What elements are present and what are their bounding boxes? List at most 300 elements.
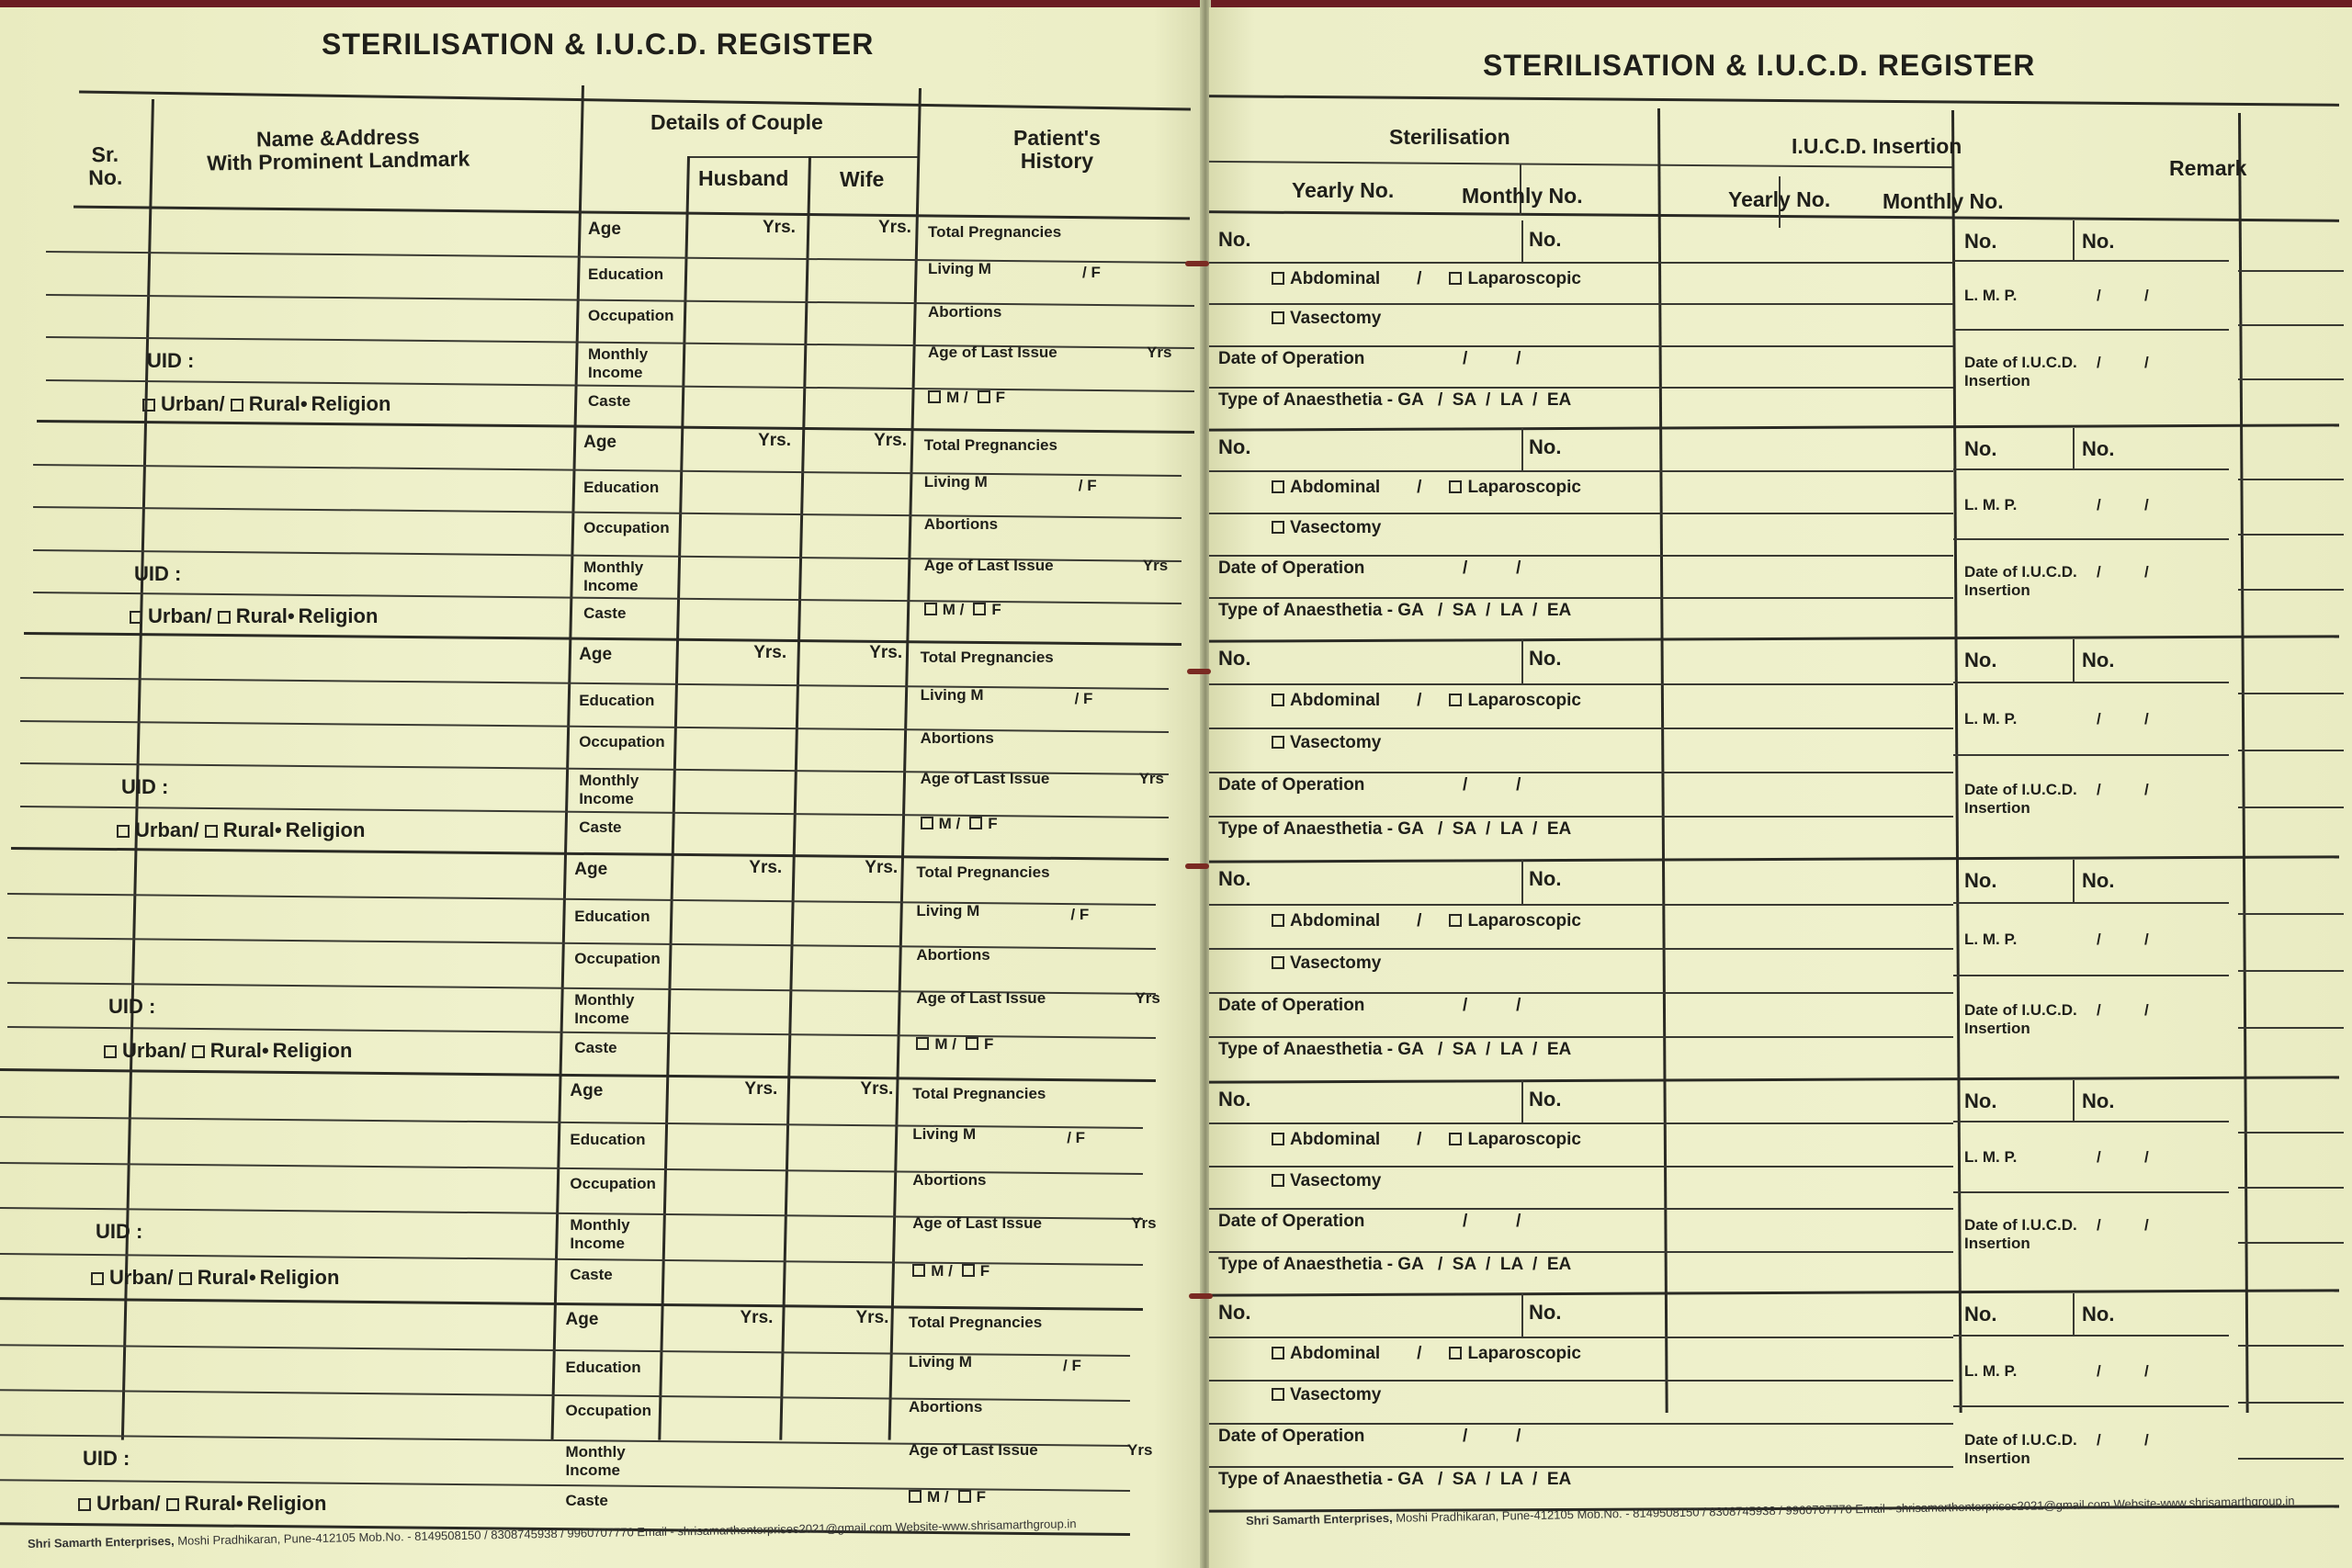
abdominal-checkbox[interactable] xyxy=(1272,1133,1284,1145)
wife-yrs: Yrs. xyxy=(878,218,911,237)
age-of-last-issue-label: Age of Last Issue xyxy=(909,1441,1038,1459)
remark-row-rule xyxy=(2238,1458,2344,1460)
binding-staple xyxy=(1185,261,1209,266)
uid-label: UID : xyxy=(147,349,195,373)
type-of-anaesthetia-label: Type of Anaesthetia - GA / SA / LA / EA xyxy=(1218,819,1572,839)
sex-f-label: F xyxy=(984,1034,994,1053)
date-of-iucd-insertion-label: Date of I.U.C.D. Insertion xyxy=(1964,1431,2077,1468)
no-divider xyxy=(2073,860,2075,904)
abdominal-label: Abdominal xyxy=(1290,1130,1381,1150)
last-issue-yrs: Yrs xyxy=(1138,770,1165,788)
monthly-income-label: Monthly Income xyxy=(574,990,635,1027)
row-rule xyxy=(46,251,1194,264)
row-rule xyxy=(1209,1208,1953,1210)
sex-f-label: F xyxy=(976,1488,986,1506)
abortions-label: Abortions xyxy=(920,728,994,747)
abdominal-label: Abdominal xyxy=(1290,691,1381,710)
steril-monthly-no: No. xyxy=(1529,228,1562,251)
religion-label: Religion xyxy=(272,1038,353,1062)
sex-m-checkbox[interactable] xyxy=(921,817,933,829)
bullet: • xyxy=(248,1266,256,1290)
iucd-row-rule xyxy=(1953,1121,2229,1122)
rural-label: Rural xyxy=(184,1492,236,1515)
date-of-operation-label: Date of Operation xyxy=(1218,775,1365,795)
no-divider xyxy=(1521,639,1523,683)
rural-checkbox[interactable] xyxy=(205,825,218,838)
total-pregnancies-label: Total Pregnancies xyxy=(912,1085,1046,1102)
lmp-slashes: / / xyxy=(2097,1362,2149,1381)
vasectomy-option xyxy=(1272,309,1381,329)
occupation-label: Occupation xyxy=(570,1174,656,1192)
vasectomy-label: Vasectomy xyxy=(1290,1385,1382,1404)
urban-label: Urban/ xyxy=(96,1492,161,1515)
remark-row-rule xyxy=(2238,970,2344,972)
steril-monthly-no: No. xyxy=(1529,647,1562,670)
husband-yrs: Yrs. xyxy=(763,218,796,237)
laparoscopic-checkbox[interactable] xyxy=(1449,480,1462,493)
abdominal-checkbox[interactable] xyxy=(1272,1347,1284,1359)
urban-checkbox[interactable] xyxy=(104,1045,117,1058)
date-of-iucd-insertion-label: Date of I.U.C.D. Insertion xyxy=(1964,780,2077,817)
row-rule xyxy=(1209,728,1953,729)
wife-yrs: Yrs. xyxy=(874,431,908,450)
operation-type xyxy=(1272,1344,1581,1364)
last-issue-sex xyxy=(909,1488,986,1506)
date-of-operation-slashes: / / xyxy=(1463,348,1521,368)
steril-monthly-no: No. xyxy=(1529,1088,1562,1111)
row-rule xyxy=(1209,683,1953,685)
details-of-couple-header: Details of Couple xyxy=(650,110,823,134)
lmp-label: L. M. P. xyxy=(1964,930,2018,948)
total-pregnancies-label: Total Pregnancies xyxy=(909,1314,1043,1331)
living-m-label: Living M xyxy=(920,685,984,704)
age-label: Age xyxy=(565,1310,599,1329)
row-rule xyxy=(1209,816,1953,818)
abortions-label: Abortions xyxy=(928,302,1002,321)
living-m-label: Living M xyxy=(909,1353,972,1371)
iucd-row-rule xyxy=(1953,468,2229,470)
remark-row-rule xyxy=(2238,1345,2344,1347)
right-page-title: STERILISATION & I.U.C.D. REGISTER xyxy=(1483,49,2036,82)
sex-m-checkbox[interactable] xyxy=(909,1490,922,1503)
type-of-anaesthetia-label: Type of Anaesthetia - GA / SA / LA / EA xyxy=(1218,601,1572,620)
left-entry-block xyxy=(0,639,1194,854)
rural-label: Rural xyxy=(209,1038,262,1062)
iucd-row-rule xyxy=(1953,682,2229,683)
remark-row-rule xyxy=(2238,324,2344,326)
uid-label: UID : xyxy=(96,1220,143,1244)
vasectomy-option xyxy=(1272,1171,1381,1191)
sex-f-checkbox[interactable] xyxy=(973,603,986,615)
occupation-label: Occupation xyxy=(583,519,670,537)
living-m-label: Living M xyxy=(916,902,980,920)
remark-row-rule xyxy=(2238,1027,2344,1029)
living-f-label: / F xyxy=(1074,689,1093,707)
vasectomy-checkbox[interactable] xyxy=(1272,736,1284,749)
right-footer: Shri Samarth Enterprises, Moshi Pradhikaran, Pune-412105 Mob.No. - 8149508150 / 8308745938 / 9960707770 Email - shrisamarthenterprises2021@gmail.com Website-www.shrisamarthgroup.in xyxy=(1245,1494,2295,1528)
caste-label: Caste xyxy=(574,1038,617,1056)
rural-checkbox[interactable] xyxy=(179,1272,192,1285)
sex-f-checkbox[interactable] xyxy=(966,1037,978,1050)
iucd-date-slashes: / / xyxy=(2097,1000,2149,1019)
abdominal-label: Abdominal xyxy=(1290,269,1381,289)
urban-checkbox[interactable] xyxy=(78,1498,91,1511)
wife-yrs: Yrs. xyxy=(855,1308,889,1327)
slash: / xyxy=(1417,1344,1422,1363)
laparoscopic-checkbox[interactable] xyxy=(1449,1133,1462,1145)
no-divider xyxy=(1521,220,1523,262)
row-rule xyxy=(1209,555,1953,557)
row-rule xyxy=(1209,262,1953,264)
sex-f-label: F xyxy=(988,815,998,833)
steril-yearly-no: No. xyxy=(1218,1088,1251,1111)
last-issue-yrs: Yrs xyxy=(1127,1441,1153,1459)
row-rule xyxy=(1209,992,1953,994)
row-rule xyxy=(33,506,1182,519)
steril-yearly-no: No. xyxy=(1218,647,1251,670)
date-of-operation-slashes: / / xyxy=(1463,1427,1521,1446)
living-f-label: / F xyxy=(1070,906,1090,924)
sex-m-checkbox[interactable] xyxy=(916,1037,929,1050)
occupation-label: Occupation xyxy=(579,732,665,750)
age-of-last-issue-label: Age of Last Issue xyxy=(912,1214,1042,1233)
abdominal-checkbox[interactable] xyxy=(1272,914,1284,927)
sr-no-header: Sr. No. xyxy=(87,141,123,190)
remark-row-rule xyxy=(2238,270,2344,272)
caste-label: Caste xyxy=(570,1266,613,1284)
row-rule xyxy=(46,294,1194,307)
remark-row-rule xyxy=(2238,1132,2344,1134)
religion-label: Religion xyxy=(246,1492,327,1515)
row-rule xyxy=(1209,904,1953,906)
living-m-label: Living M xyxy=(923,473,988,491)
date-of-operation-label: Date of Operation xyxy=(1218,348,1365,368)
religion-label: Religion xyxy=(298,604,379,627)
living-f-label: / F xyxy=(1078,477,1097,495)
row-rule xyxy=(1209,1423,1953,1425)
laparoscopic-label: Laparoscopic xyxy=(1467,691,1581,710)
uid-label: UID : xyxy=(134,561,182,585)
lmp-label: L. M. P. xyxy=(1964,495,2018,513)
total-pregnancies-label: Total Pregnancies xyxy=(923,436,1057,454)
education-label: Education xyxy=(583,479,660,497)
iucd-yearly-no: No. xyxy=(1964,437,1997,460)
caste-label: Caste xyxy=(583,604,627,622)
abdominal-label: Abdominal xyxy=(1290,911,1381,931)
age-label: Age xyxy=(579,645,613,664)
binding-staple xyxy=(1187,669,1211,674)
sex-f-checkbox[interactable] xyxy=(969,817,982,829)
iucd-yearly-no: No. xyxy=(1964,649,1997,671)
vasectomy-checkbox[interactable] xyxy=(1272,1174,1284,1187)
last-issue-yrs: Yrs xyxy=(1135,988,1160,1007)
iucd-yearly-no: No. xyxy=(1964,230,1997,253)
last-issue-yrs: Yrs xyxy=(1131,1214,1157,1233)
education-label: Education xyxy=(588,265,664,284)
vasectomy-option xyxy=(1272,733,1381,753)
no-divider xyxy=(1521,1293,1523,1337)
vasectomy-label: Vasectomy xyxy=(1290,309,1382,329)
sex-f-checkbox[interactable] xyxy=(978,390,990,403)
slash: / xyxy=(1417,269,1422,289)
steril-yearly-no: No. xyxy=(1218,867,1251,890)
row-rule xyxy=(1209,513,1953,514)
iucd-row-rule xyxy=(1953,329,2229,331)
urban-checkbox[interactable] xyxy=(130,611,142,624)
steril-yearly-no: No. xyxy=(1218,228,1251,251)
bullet: • xyxy=(287,604,295,627)
subheader-rule xyxy=(1209,161,1953,168)
vasectomy-option xyxy=(1272,1385,1381,1405)
urban-checkbox[interactable] xyxy=(91,1272,104,1285)
remark-row-rule xyxy=(2238,750,2344,751)
total-pregnancies-label: Total Pregnancies xyxy=(920,649,1054,666)
operation-type xyxy=(1272,269,1581,289)
type-of-anaesthetia-label: Type of Anaesthetia - GA / SA / LA / EA xyxy=(1218,1254,1572,1274)
header-top-rule xyxy=(79,90,1191,110)
row-rule xyxy=(20,720,1169,733)
age-label: Age xyxy=(588,220,621,239)
row-rule xyxy=(1209,1251,1953,1253)
sex-m-checkbox[interactable] xyxy=(928,390,941,403)
rural-checkbox[interactable] xyxy=(192,1045,205,1058)
urban-label: Urban/ xyxy=(109,1266,174,1290)
sex-f-label: F xyxy=(991,600,1001,618)
left-entry-block xyxy=(0,854,1194,1076)
last-issue-sex xyxy=(921,815,998,833)
iucd-row-rule xyxy=(1953,1191,2229,1193)
abdominal-checkbox[interactable] xyxy=(1272,694,1284,706)
uid-label: UID : xyxy=(121,775,169,799)
education-label: Education xyxy=(570,1130,646,1148)
sex-m-label: M / xyxy=(942,600,965,618)
last-issue-sex xyxy=(924,601,1001,619)
husband-yrs: Yrs. xyxy=(749,858,783,877)
row-rule xyxy=(7,893,1156,906)
vasectomy-option xyxy=(1272,953,1381,974)
age-of-last-issue-label: Age of Last Issue xyxy=(920,770,1050,788)
sex-f-label: F xyxy=(995,388,1005,406)
age-of-last-issue-label: Age of Last Issue xyxy=(916,988,1046,1007)
sex-m-checkbox[interactable] xyxy=(924,603,937,615)
sex-f-label: F xyxy=(979,1262,990,1280)
laparoscopic-checkbox[interactable] xyxy=(1449,1347,1462,1359)
patient-history-header: Patient's History xyxy=(1013,126,1101,173)
husband-header: Husband xyxy=(698,166,789,190)
row-rule xyxy=(1209,1380,1953,1382)
bullet: • xyxy=(274,818,282,842)
laparoscopic-label: Laparoscopic xyxy=(1467,269,1581,289)
abdominal-checkbox[interactable] xyxy=(1272,272,1284,285)
vasectomy-checkbox[interactable] xyxy=(1272,1388,1284,1401)
uid-label: UID : xyxy=(83,1447,130,1470)
date-of-operation-slashes: / / xyxy=(1463,558,1521,578)
iucd-monthly-no: No. xyxy=(2082,230,2115,253)
wife-header: Wife xyxy=(840,167,885,191)
iucd-monthly-no: No. xyxy=(2082,437,2115,460)
laparoscopic-checkbox[interactable] xyxy=(1449,694,1462,706)
lmp-label: L. M. P. xyxy=(1964,1148,2018,1167)
religion-label: Religion xyxy=(311,391,391,415)
sex-f-checkbox[interactable] xyxy=(958,1490,971,1503)
bullet: • xyxy=(300,391,308,415)
date-of-operation-label: Date of Operation xyxy=(1218,1427,1365,1446)
steril-monthly-no: No. xyxy=(1529,1301,1562,1324)
rural-label: Rural xyxy=(248,391,300,415)
caste-label: Caste xyxy=(588,391,631,410)
laparoscopic-label: Laparoscopic xyxy=(1467,1344,1581,1363)
laparoscopic-checkbox[interactable] xyxy=(1449,914,1462,927)
date-of-operation-label: Date of Operation xyxy=(1218,996,1365,1015)
row-rule xyxy=(1209,1122,1953,1124)
wife-yrs: Yrs. xyxy=(860,1079,894,1099)
iucd-date-slashes: / / xyxy=(2097,1216,2149,1235)
left-entry-block xyxy=(0,1076,1194,1304)
urban-rural-religion xyxy=(117,818,365,842)
right-entry-block xyxy=(1209,428,2352,639)
last-issue-yrs: Yrs xyxy=(1142,556,1169,574)
sex-f-checkbox[interactable] xyxy=(962,1264,975,1277)
rural-checkbox[interactable] xyxy=(218,611,231,624)
left-page xyxy=(0,7,1202,1568)
wife-yrs: Yrs. xyxy=(865,858,899,877)
education-label: Education xyxy=(574,908,650,926)
right-page xyxy=(1209,7,2352,1568)
slash: / xyxy=(1417,691,1422,710)
no-divider xyxy=(2073,428,2075,470)
row-rule xyxy=(1209,1166,1953,1168)
no-divider xyxy=(1521,860,1523,904)
right-entry-block xyxy=(1209,639,2352,860)
monthly-income-label: Monthly Income xyxy=(588,345,649,382)
date-of-iucd-insertion-label: Date of I.U.C.D. Insertion xyxy=(1964,353,2077,389)
right-entry-block xyxy=(1209,1080,2352,1293)
type-of-anaesthetia-label: Type of Anaesthetia - GA / SA / LA / EA xyxy=(1218,389,1572,410)
husband-yrs: Yrs. xyxy=(740,1308,774,1327)
religion-label: Religion xyxy=(259,1266,340,1290)
lmp-slashes: / / xyxy=(2097,930,2149,948)
last-issue-sex xyxy=(928,389,1005,407)
remark-row-rule xyxy=(2238,1402,2344,1404)
living-m-label: Living M xyxy=(928,260,991,278)
laparoscopic-label: Laparoscopic xyxy=(1467,911,1581,931)
rural-checkbox[interactable] xyxy=(166,1498,179,1511)
vasectomy-checkbox[interactable] xyxy=(1272,311,1284,324)
row-rule xyxy=(33,464,1182,477)
slash: / xyxy=(1417,911,1422,931)
iucd-monthly-no: No. xyxy=(2082,1303,2115,1325)
iucd-date-slashes: / / xyxy=(2097,563,2149,581)
urban-rural-religion xyxy=(78,1492,326,1516)
rural-label: Rural xyxy=(197,1266,249,1290)
laparoscopic-label: Laparoscopic xyxy=(1467,1130,1581,1150)
age-label: Age xyxy=(570,1081,604,1100)
remark-row-rule xyxy=(2238,589,2344,591)
laparoscopic-checkbox[interactable] xyxy=(1449,272,1462,285)
bullet: • xyxy=(261,1038,269,1062)
lmp-label: L. M. P. xyxy=(1964,287,2018,305)
caste-label: Caste xyxy=(565,1492,608,1509)
vasectomy-checkbox[interactable] xyxy=(1272,521,1284,534)
operation-type xyxy=(1272,911,1581,931)
sex-m-label: M / xyxy=(931,1262,953,1280)
uid-label: UID : xyxy=(108,994,156,1018)
urban-rural-religion xyxy=(91,1266,339,1290)
rural-checkbox[interactable] xyxy=(231,399,243,412)
iucd-row-rule xyxy=(1953,1335,2229,1337)
age-label: Age xyxy=(574,860,608,879)
abdominal-checkbox[interactable] xyxy=(1272,480,1284,493)
husband-yrs: Yrs. xyxy=(753,643,787,662)
living-f-label: / F xyxy=(1067,1128,1086,1146)
row-rule xyxy=(1209,597,1953,599)
abortions-label: Abortions xyxy=(923,515,999,534)
age-of-last-issue-label: Age of Last Issue xyxy=(923,556,1054,574)
no-divider xyxy=(2073,1293,2075,1337)
date-of-iucd-insertion-label: Date of I.U.C.D. Insertion xyxy=(1964,1000,2077,1037)
vasectomy-label: Vasectomy xyxy=(1290,1170,1382,1190)
date-of-operation-slashes: / / xyxy=(1463,775,1521,795)
slash: / xyxy=(1417,1130,1422,1150)
last-issue-yrs: Yrs xyxy=(1147,344,1172,362)
remark-row-rule xyxy=(2238,693,2344,694)
left-entry-block xyxy=(0,214,1194,427)
urban-label: Urban/ xyxy=(122,1038,187,1062)
no-divider xyxy=(1521,428,1523,470)
left-entry-block xyxy=(0,1304,1194,1529)
operation-type xyxy=(1272,478,1581,498)
lmp-slashes: / / xyxy=(2097,709,2149,728)
urban-checkbox[interactable] xyxy=(142,399,155,412)
total-pregnancies-label: Total Pregnancies xyxy=(916,863,1050,881)
binding-staple xyxy=(1189,1293,1213,1299)
iucd-yearly-no: No. xyxy=(1964,869,1997,892)
vasectomy-checkbox[interactable] xyxy=(1272,956,1284,969)
caste-label: Caste xyxy=(579,818,622,837)
urban-checkbox[interactable] xyxy=(117,825,130,838)
date-of-iucd-insertion-label: Date of I.U.C.D. Insertion xyxy=(1964,563,2077,600)
iucd-row-rule xyxy=(1953,754,2229,756)
iucd-row-rule xyxy=(1953,975,2229,976)
steril-monthly-no: No. xyxy=(1529,435,1562,458)
row-rule xyxy=(1209,345,1953,347)
urban-label: Urban/ xyxy=(161,391,225,415)
iucd-yearly-no-header: Yearly No. xyxy=(1728,187,1831,211)
remark-row-rule xyxy=(2238,807,2344,808)
left-entry-block xyxy=(0,427,1194,639)
lmp-slashes: / / xyxy=(2097,495,2149,513)
living-f-label: / F xyxy=(1082,264,1101,282)
vasectomy-label: Vasectomy xyxy=(1290,518,1382,537)
abortions-label: Abortions xyxy=(912,1170,987,1189)
abortions-label: Abortions xyxy=(909,1398,983,1416)
iucd-date-slashes: / / xyxy=(2097,353,2149,371)
remark-header: Remark xyxy=(2169,156,2247,180)
remark-row-rule xyxy=(2238,1242,2344,1244)
abdominal-label: Abdominal xyxy=(1290,478,1381,497)
right-entry-block xyxy=(1209,860,2352,1080)
occupation-label: Occupation xyxy=(574,950,661,968)
remark-row-rule xyxy=(2238,913,2344,915)
iucd-monthly-no: No. xyxy=(2082,869,2115,892)
remark-row-rule xyxy=(2238,378,2344,380)
remark-row-rule xyxy=(2238,1187,2344,1189)
abdominal-label: Abdominal xyxy=(1290,1344,1381,1363)
vasectomy-label: Vasectomy xyxy=(1290,733,1382,752)
row-rule xyxy=(1209,303,1953,305)
sex-m-checkbox[interactable] xyxy=(912,1264,925,1277)
iucd-date-slashes: / / xyxy=(2097,1431,2149,1450)
